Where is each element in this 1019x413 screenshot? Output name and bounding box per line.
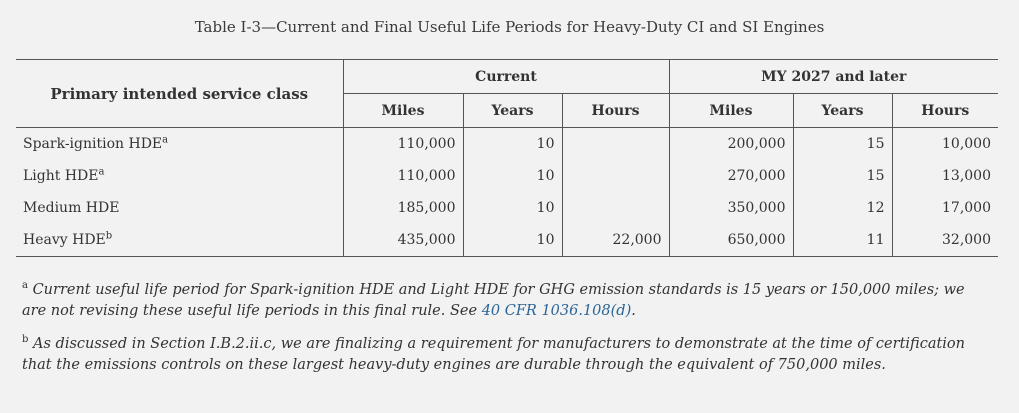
footnote-marker: a [98, 166, 105, 178]
service-class-cell: Heavy HDE$^b$ [16, 224, 343, 257]
table-row [16, 224, 998, 257]
final-hours-cell: 10,000 [892, 128, 998, 161]
col-header-final-hours: Hours [892, 94, 998, 128]
final-years-cell: 15 [793, 160, 892, 192]
current-group-header: Current [343, 60, 669, 94]
current-years-cell: 10 [463, 128, 562, 161]
current-miles-cell: 435,000 [343, 224, 463, 257]
service-class-cell: Medium HDE [23, 200, 120, 216]
current-hours-cell: 22,000 [562, 224, 669, 257]
current-years-cell: 10 [463, 224, 562, 257]
footnote-b [22, 334, 982, 376]
useful-life-table [16, 59, 998, 257]
footnote-a: $^a$ Current useful life period for Spark-ignition HDE and Light HDE for GHG emission standards is 15 years or 150,000 miles; we are not revising these useful life periods in this final rule. See 40 CFR 1036.108(d). [22, 280, 965, 319]
final-hours-cell: 13,000 [892, 160, 998, 192]
service-class-header: Primary intended service class [16, 60, 343, 128]
current-years-cell: 10 [463, 192, 562, 224]
current-hours-cell [562, 128, 669, 161]
col-header-current-hours: Hours [562, 94, 669, 128]
service-class-cell: Light HDE$^a$ [23, 166, 105, 184]
final-miles-cell: 270,000 [669, 160, 793, 192]
final-miles-cell: 650,000 [669, 224, 793, 257]
service-class-cell: Spark-ignition HDE$^a$ [23, 134, 169, 152]
final-hours-cell: 32,000 [892, 224, 998, 257]
footnote-marker: a [162, 134, 169, 146]
final-years-cell: 12 [793, 192, 892, 224]
cfr-citation-link[interactable]: 40 CFR 1036.108(d) [481, 303, 632, 319]
final-years-cell: 11 [793, 224, 892, 257]
final-years-cell: 15 [793, 128, 892, 161]
table-row [16, 192, 998, 224]
col-header-final-miles: Miles [669, 94, 793, 128]
footnote-b-mark: b [22, 334, 29, 346]
current-hours-cell [562, 160, 669, 192]
table-row [16, 160, 998, 192]
current-miles-cell: 110,000 [343, 160, 463, 192]
col-header-current-years: Years [463, 94, 562, 128]
footnote-b-text: As discussed in Section I.B.2.ii.c, we are finalizing a requirement for manufacturers to demonstrate at the time of certification that the emissions controls on these largest heavy-duty engines are durable through the equivalent of 750,000 miles. [22, 336, 966, 373]
final-miles-cell: 200,000 [669, 128, 793, 161]
current-miles-cell: 110,000 [343, 128, 463, 161]
footnote-a-text: Current useful life period for Spark-ignition HDE and Light HDE for GHG emission standards is 15 years or 150,000 miles; we are not revising these useful life periods in this final rule. See [22, 282, 965, 319]
table-caption: Table I-3—Current and Final Useful Life Periods for Heavy-Duty CI and SI Engines [194, 18, 825, 36]
col-header-current-miles: Miles [343, 94, 463, 128]
col-header-final-years: Years [793, 94, 892, 128]
footnote-a-mark: a [22, 280, 28, 292]
current-years-cell: 10 [463, 160, 562, 192]
current-miles-cell: 185,000 [343, 192, 463, 224]
final-hours-cell: 17,000 [892, 192, 998, 224]
current-hours-cell [562, 192, 669, 224]
final-group-header: MY 2027 and later [669, 60, 998, 94]
table-row [16, 128, 998, 161]
footnote-marker: b [105, 230, 113, 242]
footnotes [22, 280, 982, 388]
final-miles-cell: 350,000 [669, 192, 793, 224]
